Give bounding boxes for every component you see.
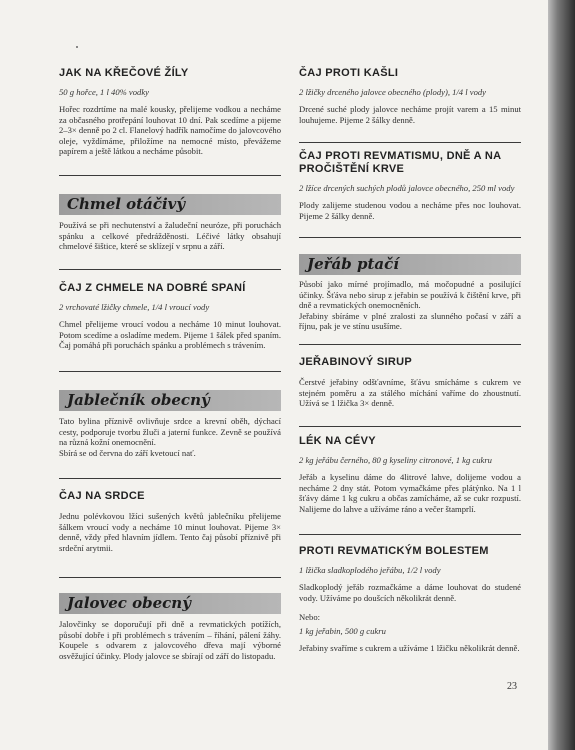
alternative-text: Jeřabiny svaříme s cukrem a užíváme 1 lžičku několikrát denně. <box>299 642 520 653</box>
recipe-krecove-zily <box>59 67 281 157</box>
recipe-ingredients: 50 g hořce, 1 l 40% vodky <box>59 87 149 97</box>
herb-info-jalovec <box>59 613 281 661</box>
recipe-jerabinovy-sirup <box>299 356 521 409</box>
recipe-text: Sladkoplodý jeřáb rozmačkáme a dáme louhovat do studené vody. Užíváme po doušcích několikrát denně. <box>299 582 521 603</box>
recipe-title: ČAJ PROTI REVMATISMU, DNĚ A NA PROČIŠTĚNÍ KRVE <box>299 150 501 175</box>
herb-banner-jablecnik <box>59 390 281 411</box>
recipe-lek-na-cevy <box>299 435 521 514</box>
recipe-text: Hořec rozdrtíme na malé kousky, přelijeme vodkou a necháme za občasného protřepání louhovat 10 dní. Pak scedíme a pijeme 2–3× denně po 2 cl. Flanelový hadřík namočíme do jalovcového oleje, vyždímáme, přiložíme na nemocné místo, převážeme papírem a ještě látkou a necháme působit. <box>59 104 281 157</box>
recipe-caj-kasel <box>299 67 521 125</box>
herb-name: Jalovec obecný <box>67 594 191 612</box>
alternative-label: Nebo: <box>299 612 321 623</box>
herb-banner-jalovec <box>59 593 281 614</box>
recipe-title: ČAJ PROTI KAŠLI <box>299 67 399 79</box>
herb-banner-jerab <box>299 254 521 275</box>
recipe-title: ČAJ NA SRDCE <box>59 490 145 502</box>
herb-banner-chmel <box>59 194 281 215</box>
divider <box>59 478 281 479</box>
page-speck <box>76 46 78 48</box>
recipe-text: Čerstvé jeřabiny odšťavníme, šťávu smícháme s cukrem ve stejném poměru a za stálého míchání vaříme do zhoustnutí. Užívá se 1 lžička 3× denně. <box>299 377 521 409</box>
recipe-ingredients: 2 vrchovaté lžičky chmele, 1/4 l vroucí vody <box>59 302 210 312</box>
alternative-ingredients: 1 kg jeřabin, 500 g cukru <box>299 625 386 636</box>
recipe-title: LÉK NA CÉVY <box>299 435 376 447</box>
recipe-title: PROTI REVMATICKÝM BOLESTEM <box>299 545 489 557</box>
recipe-text: Drcené suché plody jalovce necháme projít varem a 15 minut louhujeme. Pijeme 2 šálky denně. <box>299 104 521 125</box>
recipe-chmel-spani <box>59 282 281 351</box>
divider <box>59 269 281 270</box>
herb-name: Jeřáb ptačí <box>307 255 399 273</box>
herb-text: Jalovčinky se doporučují při dně a revmatických potížích, působí dobře i při problémech s trávením – říhání, pálení žáhy. Koupele s odvarem z jalovcového dřeva mají výborné osvěžující účinky. Plody jalovce se sbírají od září do listopadu. <box>59 619 281 661</box>
recipe-title: JAK NA KŘEČOVÉ ŽÍLY <box>59 67 189 79</box>
recipe-revmaticke-bolesti <box>299 545 521 653</box>
recipe-caj-revmatismus <box>299 150 521 221</box>
herb-info-chmel <box>59 214 281 252</box>
divider <box>299 426 521 427</box>
herb-info-jablecnik <box>59 410 281 458</box>
herb-name: Jablečník obecný <box>67 391 210 409</box>
recipe-ingredients: 2 lžičky drceného jalovce obecného (plody), 1/4 l vody <box>299 87 486 97</box>
herb-text: Tato bylina příznivě ovlivňuje srdce a krevní oběh, dýchací cesty, podporuje tvorbu žluči a jaterní funkce. Zevně se používá na různá kožní onemocnění. Sbírá se od června do září kvetoucí nať. <box>59 416 281 458</box>
recipe-ingredients: 2 kg jeřábu černého, 80 g kyseliny citronové, 1 kg cukru <box>299 455 492 465</box>
recipe-title: ČAJ Z CHMELE NA DOBRÉ SPANÍ <box>59 282 246 294</box>
divider <box>299 344 521 345</box>
recipe-caj-srdce <box>59 490 281 553</box>
recipe-text: Plody zalijeme studenou vodou a necháme přes noc louhovat. Pijeme 2 šálky denně. <box>299 200 521 221</box>
divider <box>299 534 521 535</box>
recipe-ingredients: 2 lžíce drcených suchých plodů jalovce obecného, 250 ml vody <box>299 183 515 193</box>
book-spine <box>548 0 575 750</box>
recipe-ingredients: 1 lžička sladkoplodého jeřábu, 1/2 l vody <box>299 565 441 575</box>
divider <box>59 175 281 176</box>
recipe-text: Jeřáb a kyselinu dáme do 4litrové lahve, dolijeme vodou a necháme 2 dny stát. Potom vymačkáme přes plátýnko. Na 1 l šťávy dáme 1 kg cukru a občas zamícháme, až se cukr rozpustí. Nalijeme do lahve a užíváme ráno a večer štamprlí. <box>299 472 521 514</box>
herb-name: Chmel otáčivý <box>67 195 186 213</box>
page-number: 23 <box>507 681 517 692</box>
divider <box>59 577 281 578</box>
recipe-text: Jednu polévkovou lžíci sušených květů jablečníku přelijeme šálkem vroucí vody a necháme 10 minut louhovat. Pijeme 3× denně, vždy před hlavním jídlem. Tento čaj působí příznivě při srdeční arytmii. <box>59 511 281 553</box>
divider <box>59 371 281 372</box>
herb-text: Používá se při nechutenství a žaludeční neuróze, při poruchách spánku a celkové předrážděnosti. Léčivé látky obsahují chmelové šištice, které se sklízejí v srpnu a září. <box>59 220 281 252</box>
divider <box>299 142 521 143</box>
recipe-title: JEŘABINOVÝ SIRUP <box>299 356 412 368</box>
divider <box>299 237 521 238</box>
recipe-text: Chmel přelijeme vroucí vodou a necháme 10 minut louhovat. Potom scedíme a osladíme medem. Pijeme 1 šálek před spaním. Čaj pomáhá při poruchách spánku a problémech s trávením. <box>59 319 281 351</box>
herb-text: Působí jako mírné projímadlo, má močopudné a posilující účinky. Šťáva nebo sirup z jeřabin se používá k čištění krve, při dně a revmatických onemocněních. Jeřabiny sbíráme v plné zralosti za slunného počasí v září a říjnu, pak je ve stínu usušíme. <box>299 279 521 332</box>
herb-info-jerab <box>299 273 521 332</box>
